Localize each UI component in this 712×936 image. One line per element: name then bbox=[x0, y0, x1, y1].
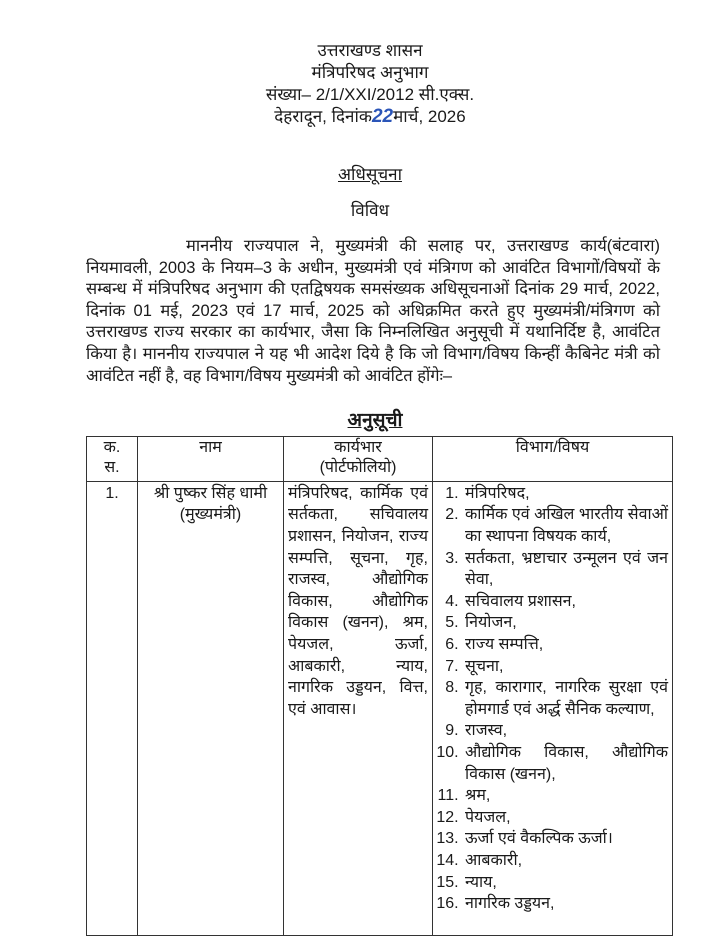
allocation-table bbox=[86, 436, 673, 936]
body-text: माननीय राज्यपाल ने, मुख्यमंत्री की सलाह पर, उत्तराखण्ड कार्य(बंटवारा) नियमावली, 2003 के नियम–3 के अधीन, मुख्यमंत्री एवं मंत्रिगण को आवंटित विभागों/विषयों के सम्बन्ध में मंत्रिपरिषद अनुभाग की एतद्विषयक समसंख्यक अधिसूचनाओं दिनांक 29 मार्च, 2022, दिनांक 01 मई, 2023 एवं 17 मार्च, 2025 को अधिक्रमित करते हुए मुख्यमंत्री/मंत्रिगण को उत्तराखण्ड राज्य सरकार का कार्यभार, जैसा कि निम्नलिखित अनुसूची में यथानिर्दिष्ट है, आवंटित किया है। माननीय राज्यपाल ने यह भी आदेश दिये है कि जो विभाग/विषय किन्हीं कैबिनेट मंत्री को आवंटित नहीं है, वह विभाग/विषय मुख्यमंत्री को आवंटित होंगेः– bbox=[86, 237, 660, 385]
department-item: 15. न्याय, bbox=[463, 872, 668, 894]
department-item: 6. राज्य सम्पत्ति, bbox=[463, 634, 668, 656]
department-item: 12. पेयजल, bbox=[463, 807, 668, 829]
schedule-title: अनुसूची bbox=[347, 410, 403, 431]
handwritten-date-day: 22 bbox=[371, 106, 394, 127]
date-prefix: देहरादून, दिनांक bbox=[274, 107, 372, 126]
departments-cell bbox=[433, 481, 673, 935]
minister-designation: (मुख्यमंत्री) bbox=[179, 506, 242, 524]
portfolio-header: कार्यभार (पोर्टफोलियो) bbox=[284, 437, 433, 482]
place-date bbox=[0, 106, 712, 128]
serial-cell: 1. bbox=[87, 481, 138, 935]
minister-name: श्री पुष्कर सिंह धामी bbox=[153, 484, 268, 502]
department-item: 3. सर्तकता, भ्रष्टाचार उन्मूलन एवं जन सेवा, bbox=[463, 548, 668, 591]
departments-header: विभाग/विषय bbox=[433, 437, 673, 482]
serial-header: क. स. bbox=[87, 437, 138, 482]
department-item: 1. मंत्रिपरिषद, bbox=[463, 483, 668, 505]
department-item: 5. नियोजन, bbox=[463, 612, 668, 634]
notification-body bbox=[86, 236, 660, 387]
document-header bbox=[0, 40, 712, 128]
department-item: 13. ऊर्जा एवं वैकल्पिक ऊर्जा। bbox=[463, 828, 668, 850]
department-item: 2. कार्मिक एवं अखिल भारतीय सेवाओं का स्थापना विषयक कार्य, bbox=[463, 504, 668, 547]
department-item: 11. श्रम, bbox=[463, 785, 668, 807]
department-item: 10. औद्योगिक विकास, औद्योगिक विकास (खनन), bbox=[463, 742, 668, 785]
date-suffix: मार्च, 2026 bbox=[393, 107, 466, 126]
name-header: नाम bbox=[138, 437, 284, 482]
department-item: 4. सचिवालय प्रशासन, bbox=[463, 591, 668, 613]
name-cell bbox=[138, 481, 284, 935]
government-name: उत्तराखण्ड शासन bbox=[317, 41, 423, 60]
department-item: 8. गृह, कारागार, नागरिक सुरक्षा एवं होमगार्ड एवं अर्द्ध सैनिक कल्याण, bbox=[463, 677, 668, 720]
notification-title: अधिसूचना bbox=[338, 165, 402, 184]
departments-list bbox=[437, 483, 668, 915]
portfolio-cell: मंत्रिपरिषद, कार्मिक एवं सर्तकता, सचिवालय प्रशासन, नियोजन, राज्य सम्पत्ति, सूचना, गृह, राजस्व, औद्योगिक विकास, औद्योगिक विकास (खनन), श्रम, पेयजल, ऊर्जा, आबकारी, न्याय, नागरिक उड्डयन, वित्त, एवं आवास। bbox=[284, 481, 433, 935]
department-item: 14. आबकारी, bbox=[463, 850, 668, 872]
table-header-row bbox=[87, 437, 673, 482]
department-item: 7. सूचना, bbox=[463, 656, 668, 678]
department-item: 9. राजस्व, bbox=[463, 720, 668, 742]
reference-number: संख्या– 2/1/XXI/2012 सी.एक्स. bbox=[265, 85, 475, 104]
table-row bbox=[87, 481, 673, 935]
department-item: 16. नागरिक उड्डयन, bbox=[463, 893, 668, 915]
notification-subtitle: विविध bbox=[350, 201, 390, 220]
department-name: मंत्रिपरिषद अनुभाग bbox=[311, 63, 429, 82]
